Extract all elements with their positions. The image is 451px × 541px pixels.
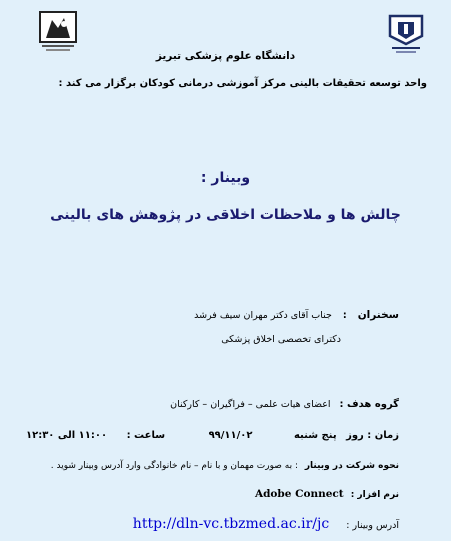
time-row [26, 430, 399, 441]
audience-row [170, 399, 399, 410]
software-name: Adobe Connect [254, 488, 344, 500]
university-emblem-left-icon [38, 10, 78, 54]
speaker-row [194, 309, 399, 321]
webinar-topic: چالش ها و ملاحظات اخلاقی در پژوهش های بالینی [50, 207, 401, 223]
webinar-heading: وبینار : [200, 170, 251, 186]
participation-row [51, 461, 399, 471]
address-label: آدرس وبینار : [346, 520, 399, 531]
software-row [255, 488, 399, 500]
time-label: زمان : روز [346, 430, 399, 441]
time-hour-value: ۱۱:۰۰ الی ۱۲:۳۰ [25, 430, 108, 441]
participation-value: : به صورت مهمان و با نام – نام خانوادگی وارد آدرس وبینار شوید . [50, 461, 298, 471]
speaker-name: جناب آقای دکتر مهران سیف فرشد [194, 310, 332, 321]
participation-label: نحوه شرکت در وبینار [304, 461, 399, 471]
time-hour-label: ساعت : [126, 430, 166, 441]
time-day: پنج شنبه [293, 430, 337, 441]
webinar-url-link[interactable]: http://dln-vc.tbzmed.ac.ir/jc [132, 516, 330, 532]
time-date: ۹۹/۱۱/۰۲ [208, 430, 253, 441]
software-label: نرم افزار : [350, 490, 399, 500]
university-emblem-right-icon [386, 10, 426, 54]
speaker-colon: : [342, 310, 347, 321]
audience-value: اعضای هیات علمی – فراگیران – کارکنان [170, 399, 331, 410]
address-row [133, 516, 399, 532]
organizer-line: واحد توسعه تحقیقات بالینی مرکز آموزشی درمانی کودکان برگزار می کند : [58, 78, 427, 89]
speaker-degree: دکترای تخصصی اخلاق پزشکی [221, 334, 341, 345]
audience-label: گروه هدف : [339, 399, 399, 410]
speaker-label: سخنران [357, 309, 399, 321]
university-name: دانشگاه علوم پزشکی تبریز [155, 50, 296, 62]
